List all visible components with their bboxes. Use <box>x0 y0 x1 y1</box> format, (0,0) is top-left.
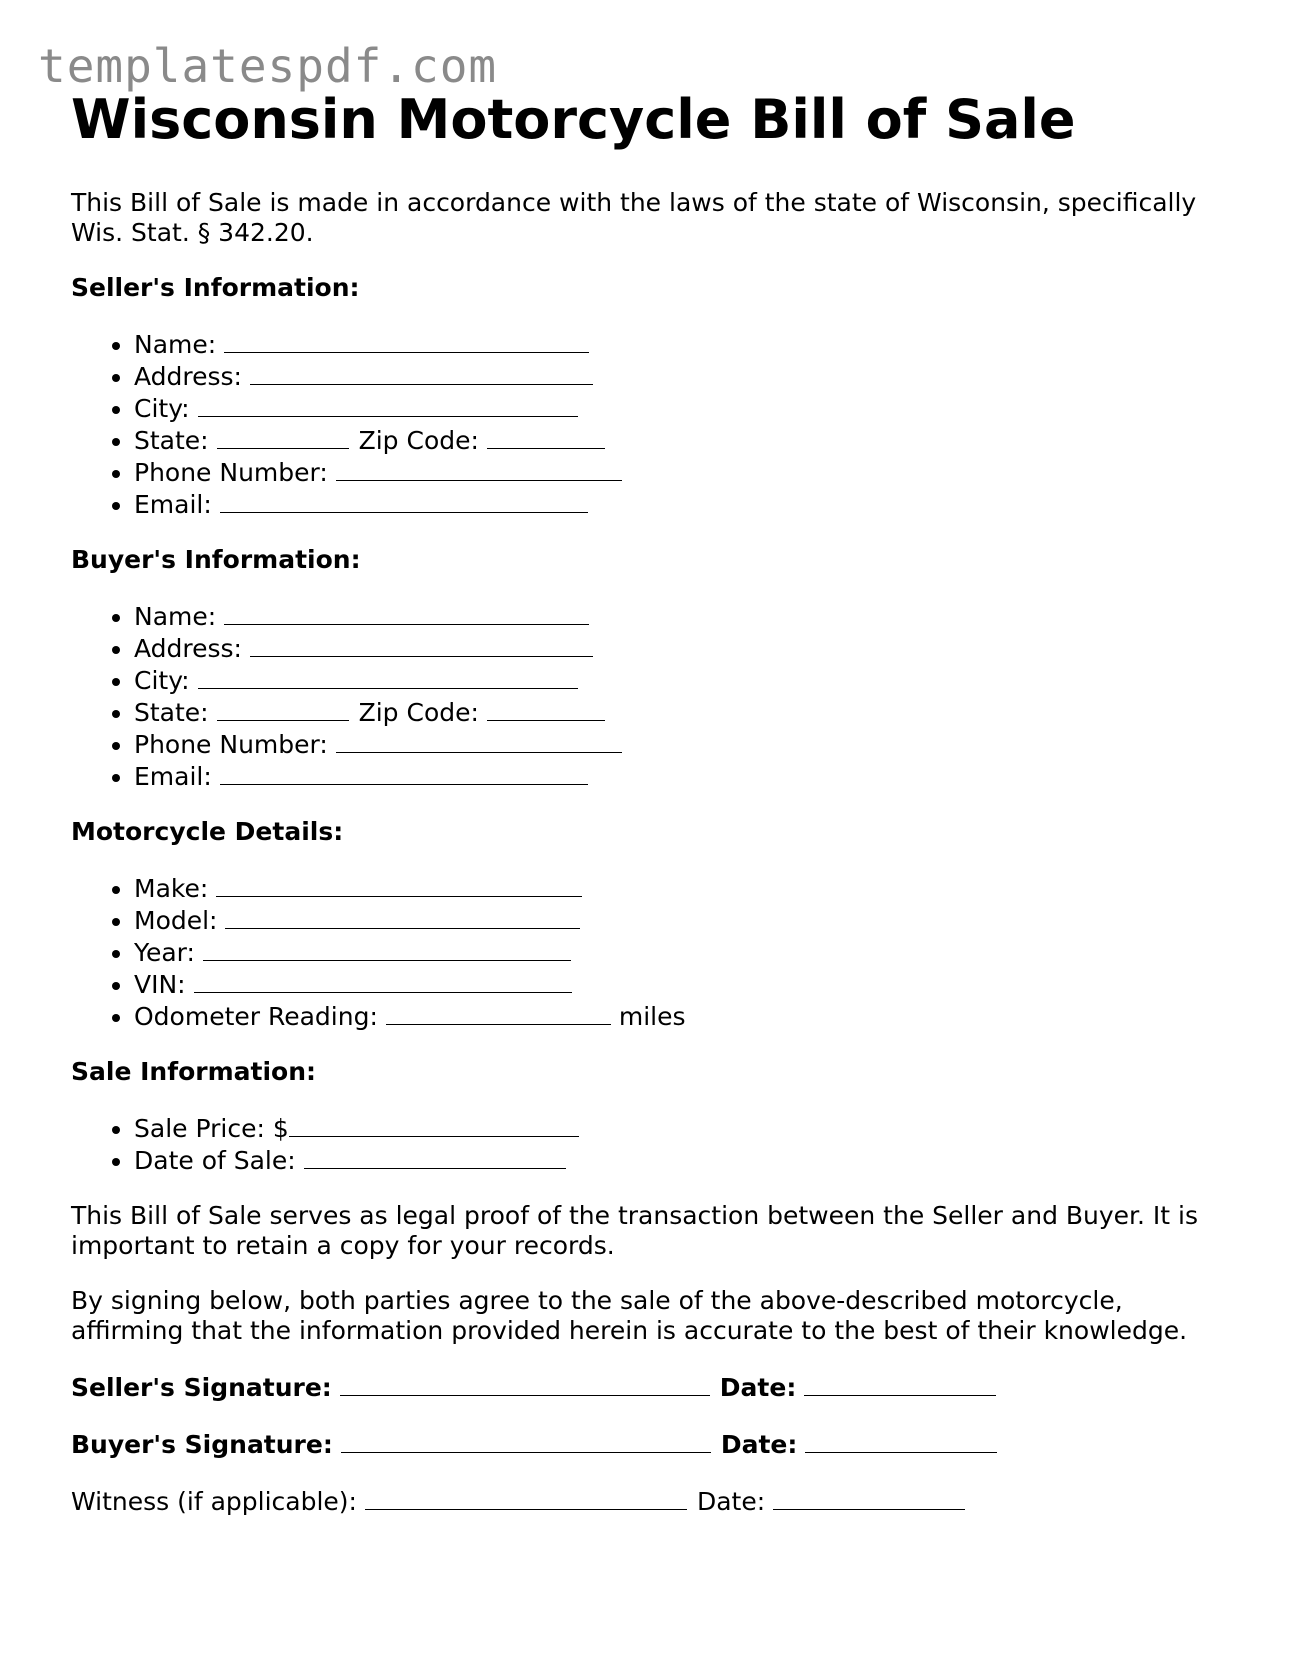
motorcycle-model-blank[interactable] <box>225 904 580 929</box>
seller-address-blank[interactable] <box>250 360 593 385</box>
buyer-signature-label: Buyer's Signature: <box>71 1430 333 1459</box>
buyer-city-field <box>134 664 1231 696</box>
sale-fields <box>71 1112 1231 1176</box>
buyer-signature-line <box>71 1428 1231 1460</box>
buyer-city-blank[interactable] <box>198 664 578 689</box>
document-page <box>71 86 1231 1542</box>
motorcycle-model-field <box>134 904 1231 936</box>
field-label: Zip Code: <box>358 698 479 727</box>
sale-price-field <box>134 1112 1231 1144</box>
buyer-heading: Buyer's Information: <box>71 545 361 574</box>
seller-heading: Seller's Information: <box>71 273 360 302</box>
sale-heading: Sale Information: <box>71 1057 316 1086</box>
seller-email-blank[interactable] <box>220 488 588 513</box>
motorcycle-year-blank[interactable] <box>203 936 571 961</box>
buyer-email-field <box>134 760 1231 792</box>
buyer-zip-blank[interactable] <box>487 696 605 721</box>
seller-fields <box>71 328 1231 520</box>
buyer-date-blank[interactable] <box>805 1428 997 1453</box>
field-label: City: <box>134 666 190 695</box>
motorcycle-vin-field <box>134 968 1231 1000</box>
seller-date-label: Date: <box>719 1373 797 1402</box>
witness-date-blank[interactable] <box>773 1485 965 1510</box>
field-label: Make: <box>134 874 209 903</box>
field-label: Odometer Reading: <box>134 1002 378 1031</box>
motorcycle-make-field <box>134 872 1231 904</box>
witness-signature-blank[interactable] <box>365 1485 687 1510</box>
motorcycle-odometer-field <box>134 1000 1231 1032</box>
agreement-paragraph: By signing below, both parties agree to the sale of the above-described motorcycle, affirming that the information provided herein is accurate to the best of their knowledge. <box>71 1286 1188 1345</box>
buyer-state-zip-field <box>134 696 1231 728</box>
buyer-name-blank[interactable] <box>224 600 589 625</box>
witness-signature-line <box>71 1485 1231 1517</box>
buyer-email-blank[interactable] <box>220 760 588 785</box>
field-label: Email: <box>134 490 212 519</box>
field-label: Year: <box>134 938 195 967</box>
seller-phone-blank[interactable] <box>336 456 622 481</box>
seller-state-blank[interactable] <box>217 424 349 449</box>
witness-date-label: Date: <box>696 1487 766 1516</box>
motorcycle-year-field <box>134 936 1231 968</box>
seller-state-zip-field <box>134 424 1231 456</box>
field-label: Name: <box>134 602 217 631</box>
field-label: State: <box>134 698 209 727</box>
proof-paragraph: This Bill of Sale serves as legal proof of the transaction between the Seller and Buyer. It is important to retain a copy for your records. <box>71 1201 1199 1260</box>
field-label: Phone Number: <box>134 458 328 487</box>
buyer-name-field <box>134 600 1231 632</box>
seller-email-field <box>134 488 1231 520</box>
odometer-unit: miles <box>618 1002 686 1031</box>
sale-price-blank[interactable] <box>289 1112 579 1137</box>
buyer-signature-blank[interactable] <box>341 1428 711 1453</box>
seller-signature-line <box>71 1371 1231 1403</box>
field-label: Address: <box>134 634 242 663</box>
buyer-fields <box>71 600 1231 792</box>
seller-city-field <box>134 392 1231 424</box>
seller-zip-blank[interactable] <box>487 424 605 449</box>
buyer-phone-field <box>134 728 1231 760</box>
seller-name-field <box>134 328 1231 360</box>
watermark: templatespdf.com <box>38 39 498 93</box>
sale-date-field <box>134 1144 1231 1176</box>
field-label: Model: <box>134 906 218 935</box>
field-label: VIN: <box>134 970 186 999</box>
field-label: City: <box>134 394 190 423</box>
motorcycle-vin-blank[interactable] <box>194 968 572 993</box>
buyer-date-label: Date: <box>720 1430 798 1459</box>
motorcycle-heading: Motorcycle Details: <box>71 817 344 846</box>
buyer-state-blank[interactable] <box>217 696 349 721</box>
field-label: Sale Price: $ <box>134 1114 289 1143</box>
field-label: Name: <box>134 330 217 359</box>
intro-paragraph: This Bill of Sale is made in accordance with the laws of the state of Wisconsin, specifically Wis. Stat. § 342.20. <box>71 188 1197 247</box>
document-title: Wisconsin Motorcycle Bill of Sale <box>71 88 1076 151</box>
seller-name-blank[interactable] <box>224 328 589 353</box>
motorcycle-fields <box>71 872 1231 1032</box>
seller-phone-field <box>134 456 1231 488</box>
seller-address-field <box>134 360 1231 392</box>
motorcycle-odometer-blank[interactable] <box>386 1000 611 1025</box>
witness-signature-label: Witness (if applicable): <box>71 1487 357 1516</box>
buyer-address-blank[interactable] <box>250 632 593 657</box>
seller-signature-label: Seller's Signature: <box>71 1373 332 1402</box>
field-label: Date of Sale: <box>134 1146 296 1175</box>
seller-signature-blank[interactable] <box>340 1371 710 1396</box>
field-label: Phone Number: <box>134 730 328 759</box>
seller-city-blank[interactable] <box>198 392 578 417</box>
field-label: Email: <box>134 762 212 791</box>
motorcycle-make-blank[interactable] <box>216 872 582 897</box>
field-label: Address: <box>134 362 242 391</box>
buyer-phone-blank[interactable] <box>336 728 622 753</box>
sale-date-blank[interactable] <box>304 1144 566 1169</box>
seller-date-blank[interactable] <box>804 1371 996 1396</box>
field-label: State: <box>134 426 209 455</box>
field-label: Zip Code: <box>358 426 479 455</box>
buyer-address-field <box>134 632 1231 664</box>
